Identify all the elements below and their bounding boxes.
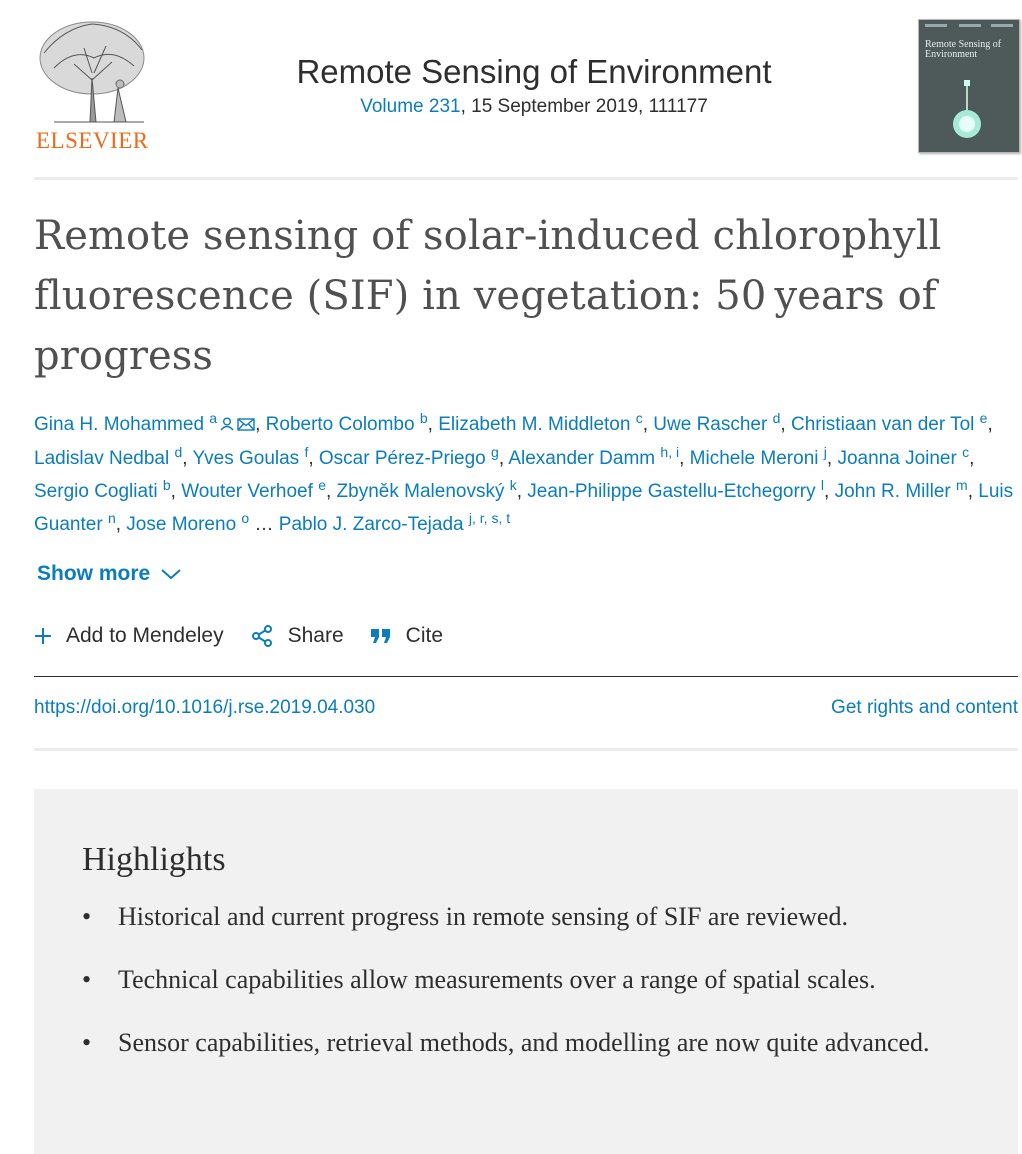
- author-link[interactable]: Roberto Colombo $^b$: [265, 410, 428, 435]
- journal-issue: [194, 96, 874, 118]
- author-link[interactable]: Jose Moreno $^o$: [126, 510, 250, 535]
- cite-button[interactable]: [370, 624, 443, 648]
- author-link[interactable]: Uwe Rascher $^d$: [653, 410, 781, 435]
- share-label: Share: [287, 624, 344, 647]
- cover-title: Remote Sensing of Environment: [925, 39, 1002, 60]
- author-link[interactable]: Wouter Verhoef $^e$: [181, 477, 326, 502]
- author-list: Gina H. Mohammed $^a$ , Roberto Colombo $^b$, Elizabeth M. Middleton $^c$, Uwe Rascher $^d$, Christiaan van der Tol $^e$, Ladislav Nedbal $^d$, Yves Goulas $^f$, Oscar Pérez-Priego $^g$, Alexander Damm $^{h, i}$, Michele Meroni $^j$, Joanna Joiner $^c$, Sergio Cogliati $^b$, Wouter Verhoef $^e$, Zbyněk Malenovský $^k$, Jean-Philippe Gastellu-Etchegorry $^l$, John R. Miller $^m$, Luis Guanter $^n$, Jose Moreno $^o$ … Pablo J. Zarco-Tejada $^{j, r, s, t}$: [34, 410, 1014, 535]
- highlight-item: • Historical and current progress in remote sensing of SIF are reviewed.: [82, 897, 962, 936]
- author-link[interactable]: John R. Miller $^m$: [834, 477, 968, 502]
- journal-cover-thumbnail[interactable]: [918, 19, 1020, 153]
- rights-link[interactable]: Get rights and content: [831, 697, 1018, 718]
- elsevier-logo[interactable]: [34, 18, 154, 154]
- journal-info: [194, 52, 874, 118]
- cite-label: Cite: [405, 624, 444, 647]
- plus-icon: [34, 627, 52, 645]
- author-link[interactable]: Michele Meroni $^j$: [689, 444, 827, 469]
- author-link[interactable]: Elizabeth M. Middleton $^c$: [438, 410, 643, 435]
- elsevier-tree-icon: [34, 18, 154, 126]
- author-link[interactable]: Yves Goulas $^f$: [192, 444, 309, 469]
- journal-header: [34, 18, 1020, 154]
- header-divider: [34, 177, 1018, 180]
- article-title: Remote sensing of solar-induced chlorophyll fluorescence (SIF) in vegetation: 50 years of progress: [34, 213, 942, 379]
- bullet-icon: •: [82, 1028, 92, 1057]
- highlights-section: [34, 789, 1018, 1154]
- user-icon[interactable]: [219, 409, 235, 442]
- author-link[interactable]: Oscar Pérez-Priego $^g$: [318, 444, 499, 469]
- cover-art: [919, 20, 1019, 152]
- author-link[interactable]: Christiaan van der Tol $^e$: [790, 410, 988, 435]
- doi-link[interactable]: https://doi.org/10.1016/j.rse.2019.04.030: [34, 697, 376, 718]
- author-link[interactable]: Ladislav Nedbal $^d$: [34, 444, 183, 469]
- volume-link[interactable]: Volume 231: [360, 96, 461, 117]
- author-link[interactable]: Sergio Cogliati $^b$: [34, 477, 171, 502]
- envelope-icon[interactable]: [237, 409, 255, 442]
- highlights-list: [82, 897, 962, 1086]
- author-link[interactable]: Luis Guanter $^n$: [34, 481, 1014, 535]
- show-more-button[interactable]: [37, 562, 182, 586]
- author-link[interactable]: Jean-Philippe Gastellu-Etchegorry $^l$: [527, 477, 825, 502]
- highlights-title: Highlights: [82, 841, 226, 878]
- add-to-mendeley-label: Add to Mendeley: [66, 624, 224, 647]
- author-link[interactable]: Alexander Damm $^{h, i}$: [508, 444, 680, 469]
- share-button[interactable]: [250, 624, 344, 648]
- publisher-wordmark: ELSEVIER: [36, 128, 149, 153]
- add-to-mendeley-button[interactable]: [34, 624, 224, 648]
- actions-divider: [34, 676, 1018, 677]
- bullet-icon: •: [82, 965, 92, 994]
- author-link[interactable]: Gina H. Mohammed $^a$: [34, 410, 218, 435]
- doi-divider: [34, 748, 1018, 751]
- highlight-item: • Sensor capabilities, retrieval methods, and modelling are now quite advanced.: [82, 1023, 962, 1062]
- share-icon: [250, 624, 274, 648]
- show-more-label: Show more: [37, 562, 151, 585]
- author-link[interactable]: Joanna Joiner $^c$: [837, 444, 970, 469]
- issue-details: , 15 September 2019, 111177: [460, 96, 708, 117]
- author-link[interactable]: Pablo J. Zarco-Tejada $^{j, r, s, t}$: [278, 510, 511, 535]
- chevron-down-icon: [160, 567, 182, 581]
- highlight-item: • Technical capabilities allow measurements over a range of spatial scales.: [82, 960, 962, 999]
- bullet-icon: •: [82, 902, 92, 931]
- article-actions: [34, 620, 469, 652]
- journal-title[interactable]: Remote Sensing of Environment: [296, 53, 772, 90]
- author-ellipsis: …: [254, 514, 274, 535]
- author-link[interactable]: Zbyněk Malenovský $^k$: [336, 477, 517, 502]
- quote-icon: [370, 627, 392, 645]
